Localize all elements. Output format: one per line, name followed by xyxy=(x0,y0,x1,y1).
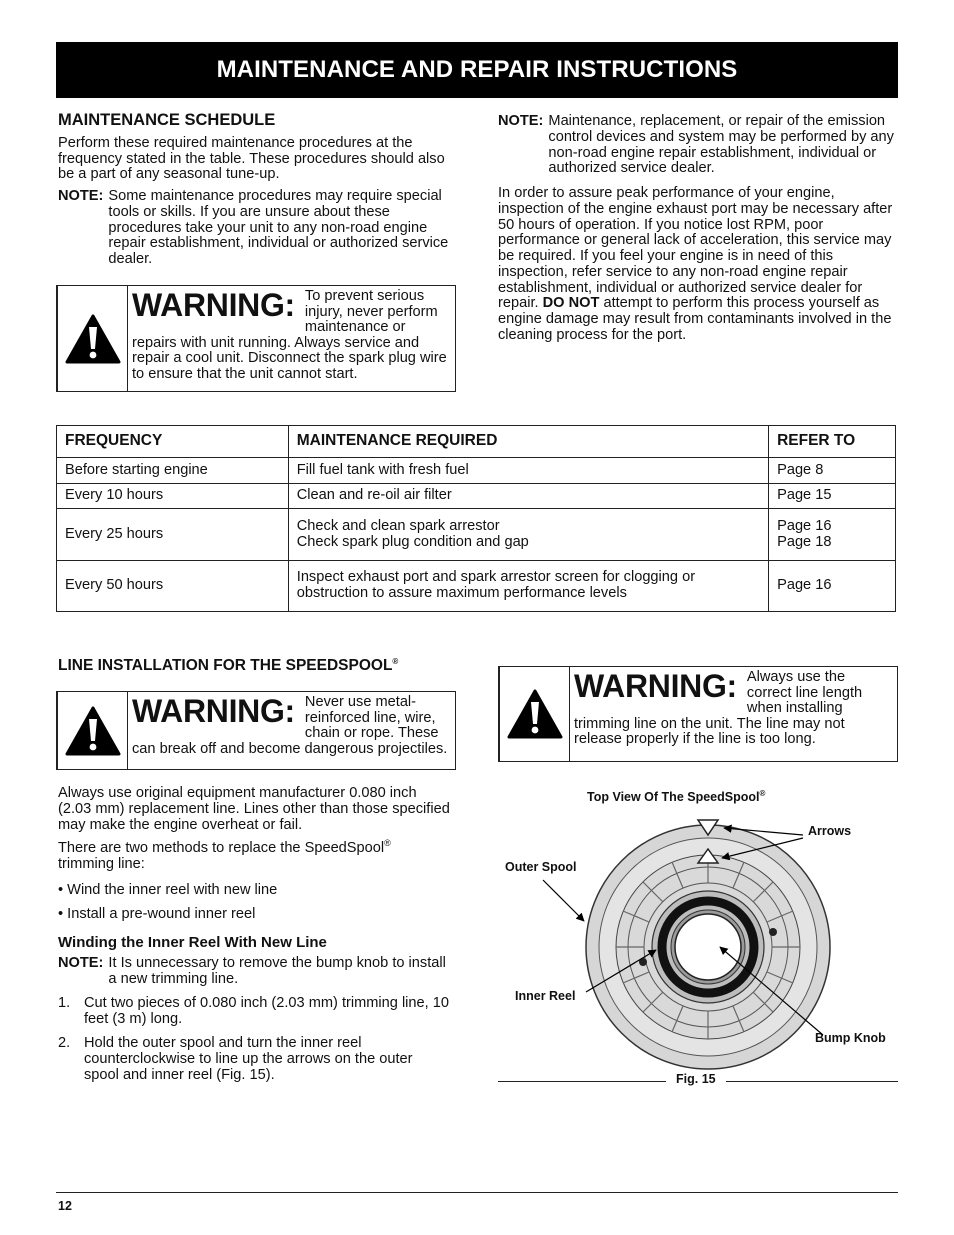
cell-ref: Page 16 xyxy=(769,561,896,612)
line-install-body xyxy=(58,786,450,1093)
warning-box-line-type xyxy=(56,691,456,770)
registered-mark: ® xyxy=(392,656,399,666)
maintenance-schedule-heading: MAINTENANCE SCHEDULE xyxy=(58,111,276,129)
heading-text: LINE INSTALLATION FOR THE SPEEDSPOOL xyxy=(58,657,393,674)
cell-ref: Page 18 xyxy=(777,533,832,550)
caption-text: Top View Of The SpeedSpool xyxy=(587,790,760,804)
exhaust-text-bold: DO NOT xyxy=(542,295,600,312)
table-row xyxy=(57,484,896,509)
note-text: Some maintenance procedures may require special tools or skills. If you are unsure about these procedures take your unit to any non-road engine repair establishment, individual or authorized service dealer. xyxy=(108,188,449,268)
cell-frequency: Before starting engine xyxy=(57,458,289,484)
label-arrows: Arrows xyxy=(808,824,852,838)
warning-triangle-icon xyxy=(58,286,128,391)
registered-mark: ® xyxy=(384,838,391,849)
cell-frequency: Every 25 hours xyxy=(57,509,289,561)
label-outer-spool: Outer Spool xyxy=(505,860,577,874)
maintenance-schedule-section xyxy=(58,112,454,274)
cell-task: Fill fuel tank with fresh fuel xyxy=(288,458,768,484)
warning-text: Always use the correct line length when installing trimming line on the unit. The line may not release properly if the line is too long. xyxy=(574,669,863,748)
cell-ref: Page 15 xyxy=(769,484,896,509)
label-bump-knob: Bump Knob xyxy=(815,1031,886,1045)
step-text: Cut two pieces of 0.080 inch (2.03 mm) trimming line, 10 feet (3 m) long. xyxy=(84,994,450,1027)
cell-task: Clean and re-oil air filter xyxy=(288,484,768,509)
warning-triangle-icon xyxy=(58,692,128,769)
cell-task: Check and clean spark arrestor xyxy=(296,517,500,534)
oem-line-paragraph: Always use original equipment manufacturer 0.080 inch (2.03 mm) replacement line. Lines other than those specified may make the engine overheat or fail. xyxy=(58,785,450,833)
speedspool-figure xyxy=(498,780,898,1100)
maintenance-note xyxy=(58,189,454,268)
header-maintenance: MAINTENANCE REQUIRED xyxy=(288,426,768,458)
line-install-heading xyxy=(58,658,454,675)
emission-note xyxy=(498,114,896,177)
table-row xyxy=(57,561,896,612)
header-frequency: FREQUENCY xyxy=(57,426,289,458)
bullet-item: • Wind the inner reel with new line xyxy=(58,881,278,898)
exhaust-port-paragraph xyxy=(498,186,896,344)
exhaust-text-after: attempt to perform this process yourself as engine damage may result from contaminants involved in the cleaning process for the port. xyxy=(498,295,892,343)
warning-triangle-icon xyxy=(500,667,570,761)
header-refer-to: REFER TO xyxy=(769,426,896,458)
label-inner-reel: Inner Reel xyxy=(515,989,576,1003)
registered-mark: ® xyxy=(759,788,766,798)
warning-box-line-length xyxy=(498,666,898,762)
figure-rule-left xyxy=(498,1081,666,1082)
winding-note xyxy=(58,956,450,988)
footer-rule xyxy=(56,1192,898,1193)
winding-subheading: Winding the Inner Reel With New Line xyxy=(58,934,327,952)
warning-title: WARNING: xyxy=(132,287,295,323)
cell-ref: Page 16 xyxy=(777,517,832,534)
speedspool-drawing xyxy=(498,780,898,1080)
step-number: 1. xyxy=(58,994,71,1011)
emission-section xyxy=(498,114,896,350)
step-item xyxy=(58,996,450,1028)
note-text: Maintenance, replacement, or repair of the emission control devices and system may be performed by any non-road engine repair establishment, individual or authorized service dealer. xyxy=(548,113,894,177)
warning-title: WARNING: xyxy=(132,693,295,729)
methods-text: There are two methods to replace the SpeedSpool xyxy=(58,840,385,857)
warning-text: Never use metal-reinforced line, wire, chain or rope. These can break off and become dangerous projectiles. xyxy=(132,694,448,757)
table-header-row xyxy=(57,426,896,458)
note-label: NOTE: xyxy=(58,188,104,205)
table-row xyxy=(57,509,896,561)
note-text: It Is unnecessary to remove the bump knob to install a new trimming line. xyxy=(108,955,446,988)
warning-title: WARNING: xyxy=(574,668,737,704)
warning-box-service xyxy=(56,285,456,392)
figure-number: Fig. 15 xyxy=(676,1072,716,1086)
methods-text-after: trimming line: xyxy=(58,855,145,872)
maintenance-intro: Perform these required maintenance procedures at the frequency stated in the table. These procedures should also be a part of any seasonal tune-up. xyxy=(58,134,445,183)
cell-frequency: Every 10 hours xyxy=(57,484,289,509)
bullet-item: • Install a pre-wound inner reel xyxy=(58,906,256,923)
maintenance-table xyxy=(56,425,896,612)
step-number: 2. xyxy=(58,1035,71,1052)
note-label: NOTE: xyxy=(58,955,104,972)
figure-rule-right xyxy=(726,1081,898,1082)
methods-paragraph xyxy=(58,839,450,872)
note-label: NOTE: xyxy=(498,113,544,129)
cell-task: Check spark plug condition and gap xyxy=(296,533,529,550)
line-install-heading-wrap xyxy=(58,658,454,681)
cell-ref: Page 8 xyxy=(769,458,896,484)
page-number: 12 xyxy=(58,1199,72,1213)
section-banner: MAINTENANCE AND REPAIR INSTRUCTIONS xyxy=(56,42,898,98)
cell-tasks xyxy=(288,509,768,561)
cell-task: Inspect exhaust port and spark arrestor screen for clogging or obstruction to assure maximum performance levels xyxy=(288,561,768,612)
cell-refs xyxy=(769,509,896,561)
warning-text: To prevent serious injury, never perform maintenance or repairs with unit running. Always service and repair a cool unit. Disconnect the spark plug wire to ensure that the unit cannot start. xyxy=(132,288,447,383)
exhaust-text-before: In order to assure peak performance of your engine, inspection of the engine exhaust port may be necessary after 50 hours of operation. If you notice lost RPM, poor performance or general lack of acceleration, this service may be required. If you feel your engine is in need of this inspection, refer service to any non-road engine repair establishment, individual or authorized service dealer for repair. xyxy=(498,185,893,312)
cell-frequency: Every 50 hours xyxy=(57,561,289,612)
step-text: Hold the outer spool and turn the inner reel counterclockwise to line up the arrows on the outer spool and inner reel (Fig. 15). xyxy=(84,1035,413,1083)
table-row xyxy=(57,458,896,484)
step-item xyxy=(58,1036,450,1083)
